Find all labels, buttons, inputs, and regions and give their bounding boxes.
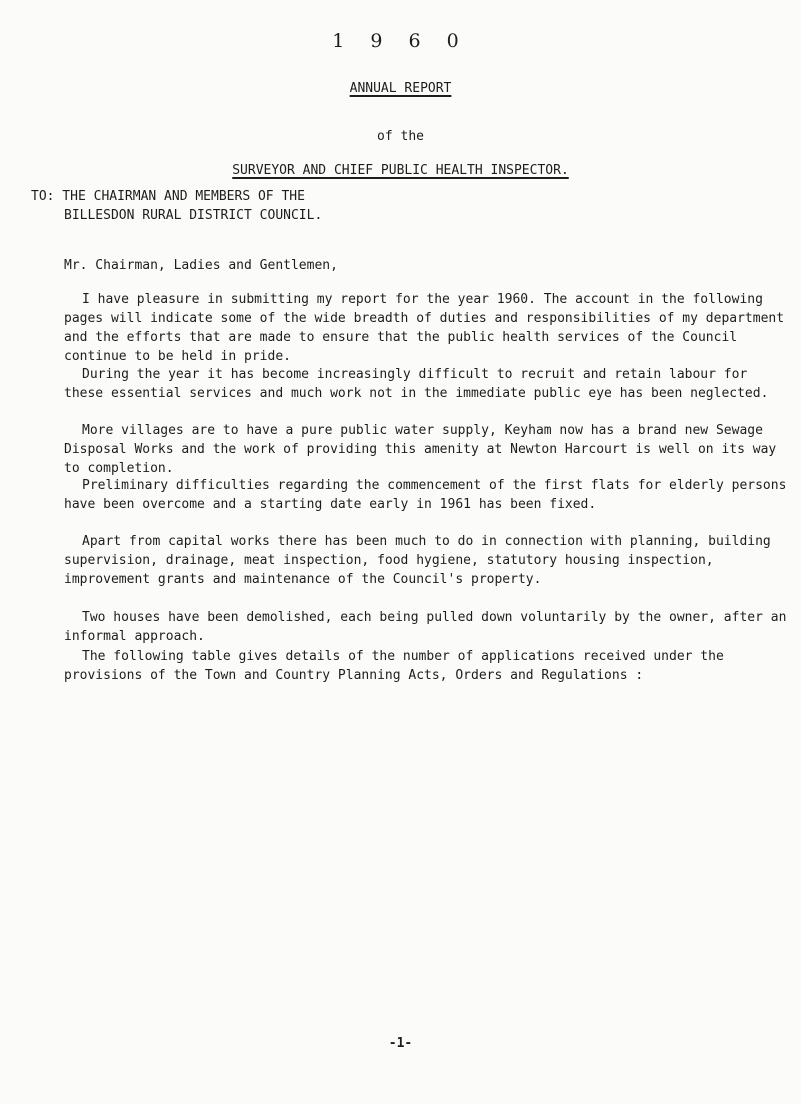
paragraph: Apart from capital works there has been much to do in connection with planning, building supervision, drainage, meat inspection, food hygiene, statutory housing inspection, improvement grants and maintenance of the Council's property. <box>64 534 771 587</box>
addressee-line-1: TO: THE CHAIRMAN AND MEMBERS OF THE <box>31 189 305 204</box>
report-year: 1 9 6 0 <box>332 30 469 52</box>
page-number: -1- <box>388 1036 413 1051</box>
paragraph: Preliminary difficulties regarding the commencement of the first flats for elderly persons have been overcome and a starting date early in 1961 has been fixed. <box>64 478 787 512</box>
paragraph: More villages are to have a pure public water supply, Keyham now has a brand new Sewage Disposal Works and the work of providing this amenity at Newton Harcourt is well on its way to completion. <box>64 423 777 476</box>
report-subtitle: SURVEYOR AND CHIEF PUBLIC HEALTH INSPECTOR. <box>232 163 569 178</box>
report-title: ANNUAL REPORT <box>349 81 452 96</box>
paragraph: The following table gives details of the number of applications received under the provisions of the Town and Country Planning Acts, Orders and Regulations : <box>64 649 724 683</box>
paragraph: During the year it has become increasingly difficult to recruit and retain labour for these essential services and much work not in the immediate public eye has been neglected. <box>64 367 769 401</box>
of-the-text: of the <box>377 129 424 144</box>
paragraph: I have pleasure in submitting my report for the year 1960. The account in the following pages will indicate some of the wide breadth of duties and responsibilities of my department and the efforts that are made to ensure that the public health services of the Council continue to be held in pride. <box>64 292 785 364</box>
paragraph: Two houses have been demolished, each being pulled down voluntarily by the owner, after an informal approach. <box>64 610 787 644</box>
addressee-line-2: BILLESDON RURAL DISTRICT COUNCIL. <box>64 208 323 223</box>
salutation: Mr. Chairman, Ladies and Gentlemen, <box>64 258 338 273</box>
